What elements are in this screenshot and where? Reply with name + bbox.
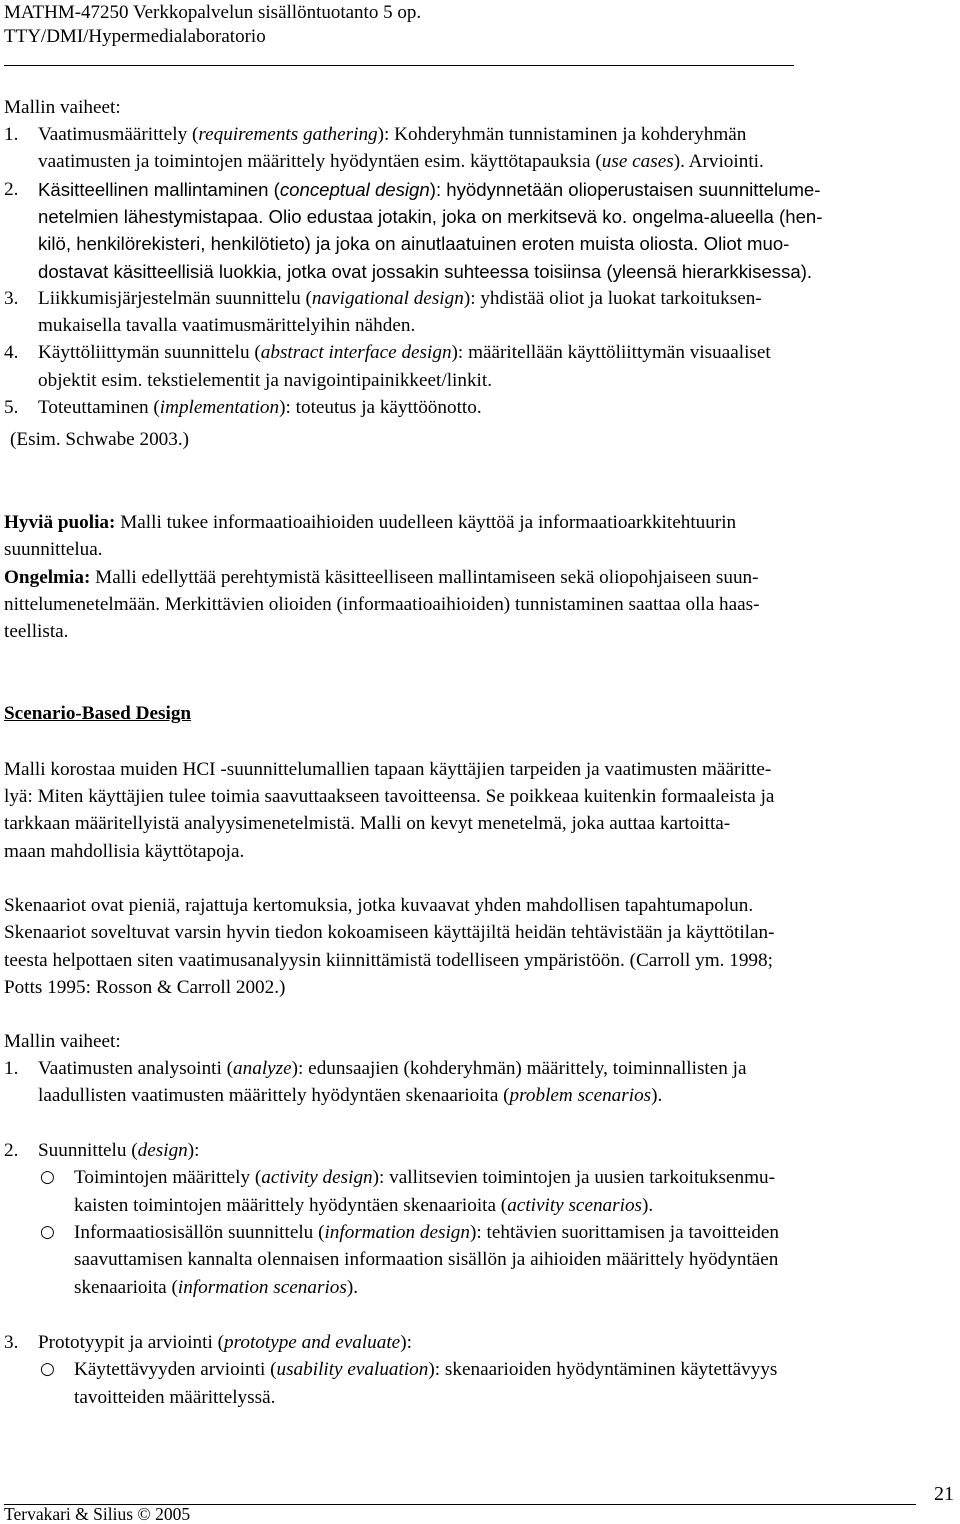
intro-line-2: lyä: Miten käyttäjien tulee toimia saavuttaakseen tavoitteensa. Se poikkeaa kuitenkin formaaleista ja	[4, 786, 775, 807]
cons-label: Ongelmia:	[4, 567, 91, 588]
step-number: 3.	[4, 1332, 19, 1353]
phase-3-line-1: Liikkumisjärjestelmän suunnittelu (navigational design): yhdistää oliot ja luokat tarkoituksen-	[38, 287, 762, 309]
english-term: implementation	[159, 397, 280, 418]
cons-text-line-3: teellista.	[4, 621, 69, 642]
step-2-bullet-1-line-2: kaisten toimintojen määrittely hyödyntäen skenaarioita (activity scenarios).	[74, 1194, 654, 1216]
scenario-line-1: Skenaariot ovat pieniä, rajattuja kertomuksia, jotka kuvaavat yhden mahdollisen tapahtumapolun.	[4, 895, 754, 916]
phase-2-line-3: kilö, henkilörekisteri, henkilötieto) ja joka on ainutlaatuinen eroten muista oliosta. Oliot muo-	[38, 233, 790, 255]
scenario-line-2: Skenaariot soveltuvat varsin hyvin tiedon kokoamiseen käyttäjiltä heidän tehtävistään ja käyttötilan-	[4, 922, 775, 943]
step-3-bullet-1-line-1: Käytettävyyden arviointi (usability evaluation): skenaarioiden hyödyntäminen käytettävyys	[74, 1359, 778, 1381]
step-2-bullet-2-line-2: saavuttamisen kannalta olennaisen informaation sisällön ja aihioiden määrittely hyödyntäen	[74, 1249, 779, 1271]
english-term: activity scenarios	[507, 1194, 643, 1216]
phase-4-line-1: Käyttöliittymän suunnittelu (abstract interface design): määritellään käyttöliittymän visuaaliset	[38, 342, 771, 364]
english-term: analyze	[233, 1058, 292, 1079]
phases-heading-2: Mallin vaiheet:	[4, 1031, 121, 1052]
step-number: 1.	[4, 1058, 19, 1079]
english-term: usability evaluation	[276, 1359, 429, 1381]
english-term: abstract interface design	[260, 342, 452, 364]
scenario-line-3: teesta helpottaen siten vaatimusanalyysin kiinnittämistä todelliseen ympäristöön. (Carroll ym. 1998;	[4, 950, 773, 971]
phase-number: 1.	[4, 124, 19, 145]
step-2-bullet-2-line-1: Informaatiosisällön suunnittelu (information design): tehtävien suorittamisen ja tavoitteiden	[74, 1221, 780, 1243]
phase-2-line-4: dostavat käsitteellisiä luokkia, jotka ovat jossakin suhteessa toisiinsa (yleensä hierarkkisessa).	[38, 260, 813, 282]
header-rule	[4, 65, 794, 66]
english-term: use cases	[601, 151, 674, 173]
phase-number: 2.	[4, 178, 19, 200]
phases-heading: Mallin vaiheet:	[4, 97, 121, 118]
step-2-bullet-1-line-1: Toimintojen määrittely (activity design): vallitsevien toimintojen ja uusien tarkoituksenmu-	[74, 1167, 775, 1189]
step-3-bullet-1-line-2: tavoitteiden määrittelyssä.	[74, 1386, 276, 1408]
english-term: prototype and evaluate	[224, 1332, 401, 1353]
step-1-line-2: laadullisten vaatimusten määrittely hyödyntäen skenaarioita (problem scenarios).	[38, 1085, 663, 1107]
phase-number: 4.	[4, 342, 19, 364]
english-term: conceptual design	[279, 178, 430, 200]
phase-1-line-1: Vaatimusmäärittely (requirements gathering): Kohderyhmän tunnistaminen ja kohderyhmän	[38, 124, 747, 145]
step-2-heading: Suunnittelu (design):	[38, 1140, 200, 1161]
english-term: navigational design	[311, 287, 464, 309]
phase-1-line-2: vaatimusten ja toimintojen määrittely hyödyntäen esim. käyttötapauksia (use cases). Arviointi.	[38, 151, 764, 173]
step-number: 2.	[4, 1140, 19, 1161]
step-1-line-1: Vaatimusten analysointi (analyze): edunsaajien (kohderyhmän) määrittely, toiminnallisten ja	[38, 1058, 747, 1079]
bullet-circle-icon: ○	[40, 1167, 55, 1188]
english-term: problem scenarios	[509, 1085, 652, 1107]
phase-5-line-1: Toteuttaminen (implementation): toteutus ja käyttöönotto.	[38, 397, 482, 418]
phase-number: 3.	[4, 287, 19, 309]
footer-authors: Tervakari & Silius © 2005	[4, 1504, 191, 1524]
scenario-line-4: Potts 1995: Rosson & Carroll 2002.)	[4, 977, 286, 998]
pros-text-line-1: Malli tukee informaatioaihioiden uudelleen käyttöä ja informaatioarkkitehtuurin	[115, 512, 737, 533]
phase-3-line-2: mukaisella tavalla vaatimusmärittelyihin nähden.	[38, 315, 416, 337]
cons-paragraph	[4, 564, 759, 591]
pros-label: Hyviä puolia:	[4, 512, 116, 533]
pros-paragraph	[4, 509, 736, 536]
english-term: activity design	[261, 1167, 373, 1189]
page-number: 21	[934, 1483, 954, 1505]
department-line: TTY/DMI/Hypermedialaboratorio	[4, 26, 266, 47]
pros-text-line-2: suunnittelua.	[4, 539, 103, 560]
intro-line-4: maan mahdollisia käyttötapoja.	[4, 841, 245, 862]
intro-line-3: tarkkaan määritellyistä analyysimenetelmistä. Malli on kevyt menetelmä, joka auttaa kartoitta-	[4, 813, 731, 834]
step-3-heading: Prototyypit ja arviointi (prototype and evaluate):	[38, 1332, 412, 1353]
phase-4-line-2: objektit esim. tekstielementit ja navigointipainikkeet/linkit.	[38, 369, 493, 391]
phase-2-line-2: netelmien lähestymistapaa. Olio edustaa jotakin, joka on merkitsevä ko. ongelma-alueella (hen-	[38, 205, 823, 227]
section-title: Scenario-Based Design	[4, 703, 192, 724]
phase-number: 5.	[4, 397, 19, 418]
intro-line-1: Malli korostaa muiden HCI -suunnittelumallien tapaan käyttäjien tarpeiden ja vaatimusten määritte-	[4, 759, 772, 780]
cons-text-line-1: Malli edellyttää perehtymistä käsitteelliseen mallintamiseen sekä oliopohjaiseen suun-	[90, 567, 759, 588]
phase-2-line-1: Käsitteellinen mallintaminen (conceptual design): hyödynnetään olioperustaisen suunnittelume-	[38, 178, 821, 200]
bullet-circle-icon: ○	[40, 1359, 55, 1380]
english-term: information scenarios	[177, 1276, 347, 1298]
reference-note: (Esim. Schwabe 2003.)	[10, 429, 190, 450]
bullet-circle-icon: ○	[40, 1221, 55, 1242]
step-2-bullet-2-line-3: skenaarioita (information scenarios).	[74, 1276, 359, 1298]
english-term: requirements gathering	[198, 124, 378, 145]
english-term: design	[137, 1140, 188, 1161]
english-term: information design	[324, 1221, 470, 1243]
course-title: MATHM-47250 Verkkopalvelun sisällöntuotanto 5 op.	[4, 2, 422, 23]
cons-text-line-2: nittelumenetelmään. Merkittävien olioiden (informaatioaihioiden) tunnistaminen saattaa olla haas-	[4, 594, 760, 615]
